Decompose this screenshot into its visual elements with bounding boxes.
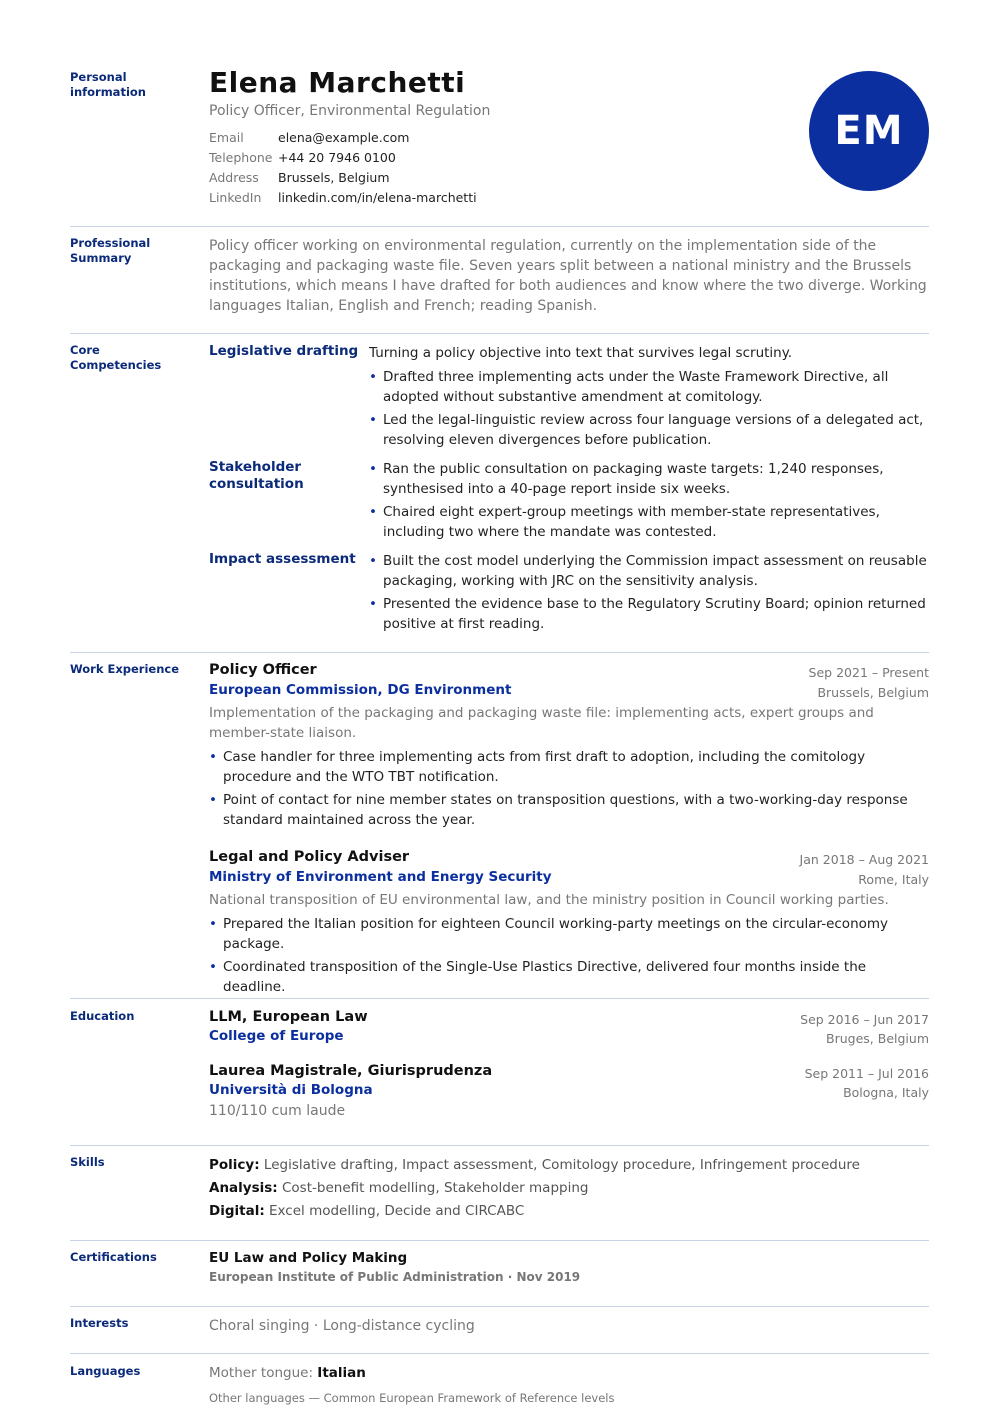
job-title: Policy Officer bbox=[209, 662, 317, 678]
education-date: Sep 2011 – Jul 2016 bbox=[804, 1066, 929, 1081]
job-date: Sep 2021 – Present bbox=[808, 665, 929, 680]
contact-key: LinkedIn bbox=[209, 190, 262, 205]
section-label-languages: Languages bbox=[70, 1364, 141, 1378]
job-entry bbox=[209, 849, 929, 1000]
skill-category: Analysis: bbox=[209, 1180, 278, 1196]
avatar: EM bbox=[809, 71, 929, 191]
mother-tongue-label: Mother tongue: bbox=[209, 1365, 313, 1381]
contact-key: Address bbox=[209, 170, 259, 185]
job-description: Implementation of the packaging and packaging waste file: implementing acts, expert groups and member-state liaison. bbox=[209, 705, 874, 741]
divider bbox=[70, 1306, 929, 1307]
divider bbox=[70, 333, 929, 334]
job-location: Brussels, Belgium bbox=[817, 685, 929, 700]
list-item: • Built the cost model underlying the Commission impact assessment on reusable packaging, working with JRC on the sensitivity analysis. bbox=[369, 551, 929, 591]
certification-entry bbox=[209, 1250, 929, 1284]
certification-issuer: European Institute of Public Administration · Nov 2019 bbox=[209, 1270, 581, 1284]
summary-text: Policy officer working on environmental regulation, currently on the implementation side of the packaging and packaging waste file. Seven years split between a national ministry and the Brussels institutions, which means I have drafted for both audiences and know where the two diverge. Working languages Italian, English and French; reading Spanish. bbox=[209, 238, 927, 314]
list-item: • Chaired eight expert-group meetings with member-state representatives, including two where the mandate was contested. bbox=[369, 502, 929, 542]
interests-text: Choral singing · Long-distance cycling bbox=[209, 1318, 475, 1334]
contact-key: Email bbox=[209, 130, 244, 145]
job-date: Jan 2018 – Aug 2021 bbox=[799, 852, 929, 867]
contact-key: Telephone bbox=[209, 150, 273, 165]
list-item: • Ran the public consultation on packaging waste targets: 1,240 responses, synthesised into a 40-page report inside six weeks. bbox=[369, 459, 929, 499]
section-label-skills: Skills bbox=[70, 1155, 105, 1169]
competency-body bbox=[369, 343, 929, 453]
list-item: • Drafted three implementing acts under the Waste Framework Directive, all adopted without substantive amendment at comitology. bbox=[369, 367, 929, 407]
divider bbox=[70, 1353, 929, 1354]
competency-title: Impact assessment bbox=[209, 551, 356, 567]
skill-values: Legislative drafting, Impact assessment, Comitology procedure, Infringement procedure bbox=[263, 1157, 860, 1173]
certification-title: EU Law and Policy Making bbox=[209, 1250, 408, 1266]
list-item: • Point of contact for nine member states on transposition questions, with a two-working-day response standard maintained across the year. bbox=[209, 790, 929, 830]
telephone-value: +44 20 7946 0100 bbox=[278, 150, 396, 165]
candidate-name: Elena Marchetti bbox=[209, 66, 466, 99]
education-degree: Laurea Magistrale, Giurisprudenza bbox=[209, 1063, 493, 1079]
mother-tongue bbox=[209, 1364, 929, 1382]
job-organization: Ministry of Environment and Energy Security bbox=[209, 869, 552, 885]
divider bbox=[70, 226, 929, 227]
section-label-summary: Professional Summary bbox=[70, 236, 151, 265]
skill-category: Policy: bbox=[209, 1157, 260, 1173]
job-location: Rome, Italy bbox=[858, 872, 929, 887]
education-degree: LLM, European Law bbox=[209, 1009, 368, 1025]
list-item: • Led the legal-linguistic review across four language versions of a delegated act, resolving eleven divergences before publication. bbox=[369, 410, 929, 450]
skill-values: Cost-benefit modelling, Stakeholder mapping bbox=[282, 1180, 589, 1196]
list-item: • Coordinated transposition of the Single-Use Plastics Directive, delivered four months inside the deadline. bbox=[209, 957, 929, 997]
job-title: Legal and Policy Adviser bbox=[209, 849, 410, 865]
address-value: Brussels, Belgium bbox=[278, 170, 390, 185]
education-school: College of Europe bbox=[209, 1028, 344, 1044]
job-entry bbox=[209, 662, 929, 833]
competency-body bbox=[369, 551, 929, 637]
list-item: • Presented the evidence base to the Regulatory Scrutiny Board; opinion returned positive at first reading. bbox=[369, 594, 929, 634]
skill-category: Digital: bbox=[209, 1203, 265, 1219]
section-label-competencies: Core Competencies bbox=[70, 343, 162, 372]
section-label-interests: Interests bbox=[70, 1316, 129, 1330]
skill-values: Excel modelling, Decide and CIRCABC bbox=[269, 1203, 525, 1219]
section-label-personal: Personal information bbox=[70, 70, 146, 99]
mother-tongue-value: Italian bbox=[317, 1365, 366, 1381]
section-label-certifications: Certifications bbox=[70, 1250, 157, 1264]
skill-row bbox=[209, 1178, 929, 1198]
education-date: Sep 2016 – Jun 2017 bbox=[800, 1012, 929, 1027]
divider bbox=[70, 1145, 929, 1146]
email-link[interactable]: elena@example.com bbox=[278, 130, 410, 145]
list-item: • Case handler for three implementing acts from first draft to adoption, including the comitology procedure and the WTO TBT notification. bbox=[209, 747, 929, 787]
candidate-role: Policy Officer, Environmental Regulation bbox=[209, 103, 491, 119]
job-description: National transposition of EU environmental law, and the ministry position in Council working parties. bbox=[209, 892, 889, 908]
divider bbox=[70, 998, 929, 999]
education-entry bbox=[209, 1063, 929, 1121]
divider bbox=[70, 1240, 929, 1241]
competency-title: Legislative drafting bbox=[209, 343, 359, 359]
skills-content bbox=[209, 1155, 929, 1221]
skill-row bbox=[209, 1201, 929, 1221]
competency-title: Stakeholder consultation bbox=[209, 459, 304, 492]
competency-intro: Turning a policy objective into text that survives legal scrutiny. bbox=[369, 345, 793, 361]
competency-body bbox=[369, 459, 929, 545]
education-school: Università di Bologna bbox=[209, 1082, 373, 1098]
job-organization: European Commission, DG Environment bbox=[209, 682, 512, 698]
education-location: Bruges, Belgium bbox=[826, 1031, 929, 1046]
languages-content bbox=[209, 1364, 929, 1405]
education-note: 110/110 cum laude bbox=[209, 1103, 346, 1119]
other-languages-note: Other languages — Common European Framework of Reference levels bbox=[209, 1391, 615, 1405]
divider bbox=[70, 652, 929, 653]
list-item: • Prepared the Italian position for eighteen Council working-party meetings on the circular-economy package. bbox=[209, 914, 929, 954]
education-location: Bologna, Italy bbox=[843, 1085, 929, 1100]
linkedin-link[interactable]: linkedin.com/in/elena-marchetti bbox=[278, 190, 477, 205]
education-entry bbox=[209, 1009, 929, 1044]
section-label-experience: Work Experience bbox=[70, 662, 180, 676]
skill-row bbox=[209, 1155, 929, 1175]
section-label-education: Education bbox=[70, 1009, 135, 1023]
